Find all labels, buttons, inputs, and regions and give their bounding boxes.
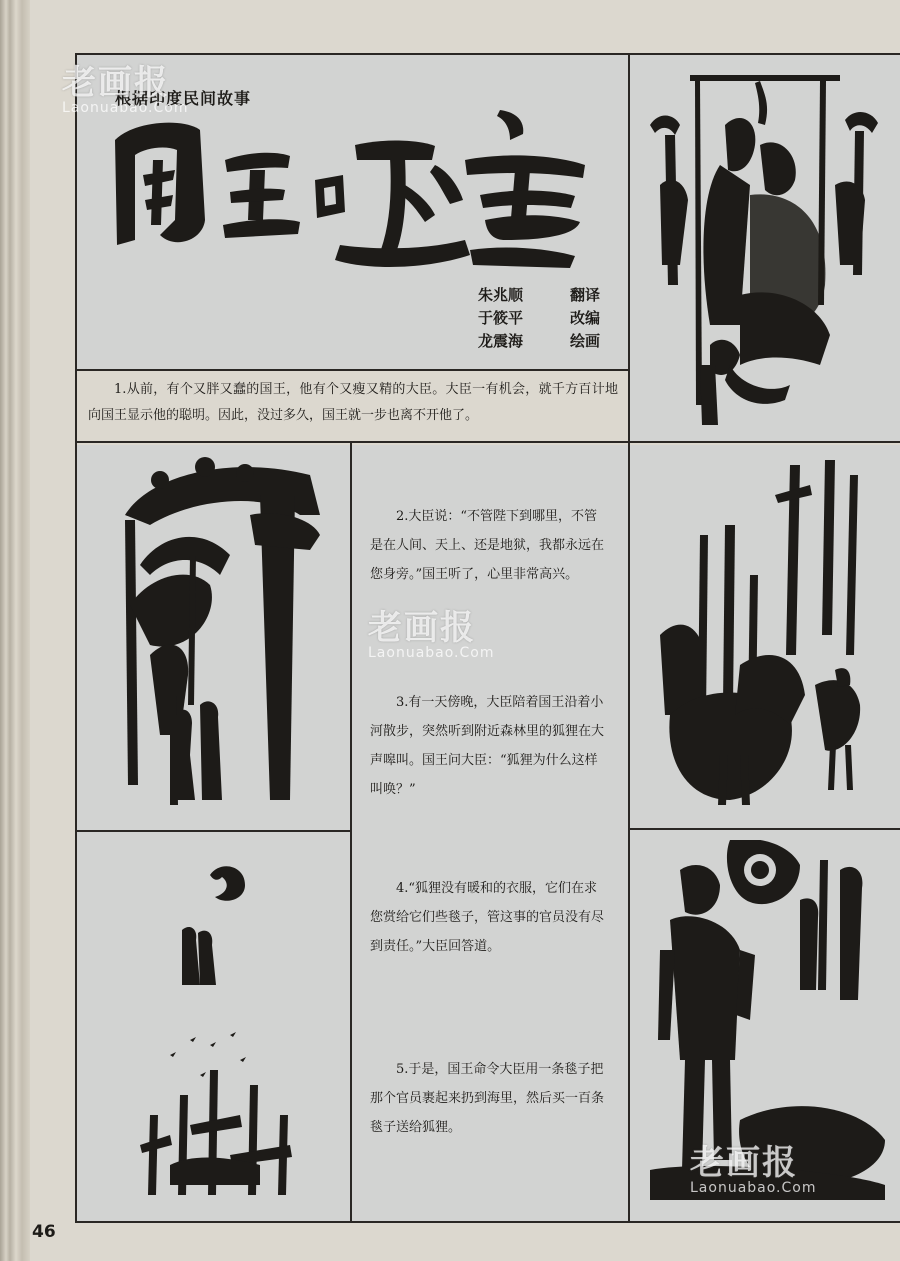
- watermark-url: Laonuabao.Com: [62, 100, 189, 116]
- watermark-center: [368, 600, 494, 661]
- story-subtitle: 根据印度民间故事: [115, 89, 252, 108]
- brush-title-artwork: [105, 100, 605, 280]
- credit-role: 翻译: [570, 286, 601, 304]
- watermark-logo: 老画报: [62, 63, 170, 103]
- forest-walk-illustration: [640, 455, 890, 820]
- panel-4-caption: 4.“狐狸没有暖和的衣服，它们在求您赏给它们些毯子，管这事的官员没有尽到责任。”大臣回答道。: [370, 881, 605, 954]
- watermark-url: Laonuabao.Com: [368, 645, 495, 661]
- credit-illustrator: [478, 330, 600, 353]
- palace-arch-illustration: [110, 455, 330, 820]
- credit-role: 绘画: [570, 332, 601, 350]
- credits-block: [478, 284, 600, 353]
- credit-name: 朱兆顺: [478, 286, 524, 304]
- watermark-bottom-right: [690, 1135, 816, 1196]
- page-number: 46: [32, 1222, 56, 1242]
- panel-1-caption: 1.从前，有个又胖又蠢的国王，他有个又瘦又精的大臣。大臣一有机会，就千方百计地向国王显示他的聪明。因此，没过多久，国王就一步也离不开他了。: [88, 382, 618, 423]
- credit-role: 改编: [570, 309, 601, 327]
- panel-5-caption: 5.于是，国王命令大臣用一条毯子把那个官员裹起来扔到海里，然后买一百条毯子送给狐狸。: [370, 1062, 605, 1135]
- watermark-logo: 老画报: [690, 1143, 798, 1183]
- credit-adapter: [478, 307, 600, 330]
- credit-name: 于筱平: [478, 309, 524, 327]
- credit-translator: [478, 284, 600, 307]
- panel-3-caption: 3.有一天傍晚，大臣陪着国王沿着小河散步，突然听到附近森林里的狐狸在大声嗥叫。国王问大臣：“狐狸为什么这样叫唤？”: [370, 695, 605, 797]
- credit-name: 龙震海: [478, 332, 524, 350]
- watermark-top-left: [62, 55, 188, 116]
- king-and-minister-illustration: [640, 65, 890, 430]
- watermark-logo: 老画报: [368, 608, 476, 648]
- watermark-url: Laonuabao.Com: [690, 1180, 817, 1196]
- moonlit-night-illustration: [110, 845, 330, 1210]
- panel-2-caption: 2.大臣说：“不管陛下到哪里，不管是在人间、天上、还是地狱，我都永远在您身旁。”国王听了，心里非常高兴。: [370, 509, 605, 582]
